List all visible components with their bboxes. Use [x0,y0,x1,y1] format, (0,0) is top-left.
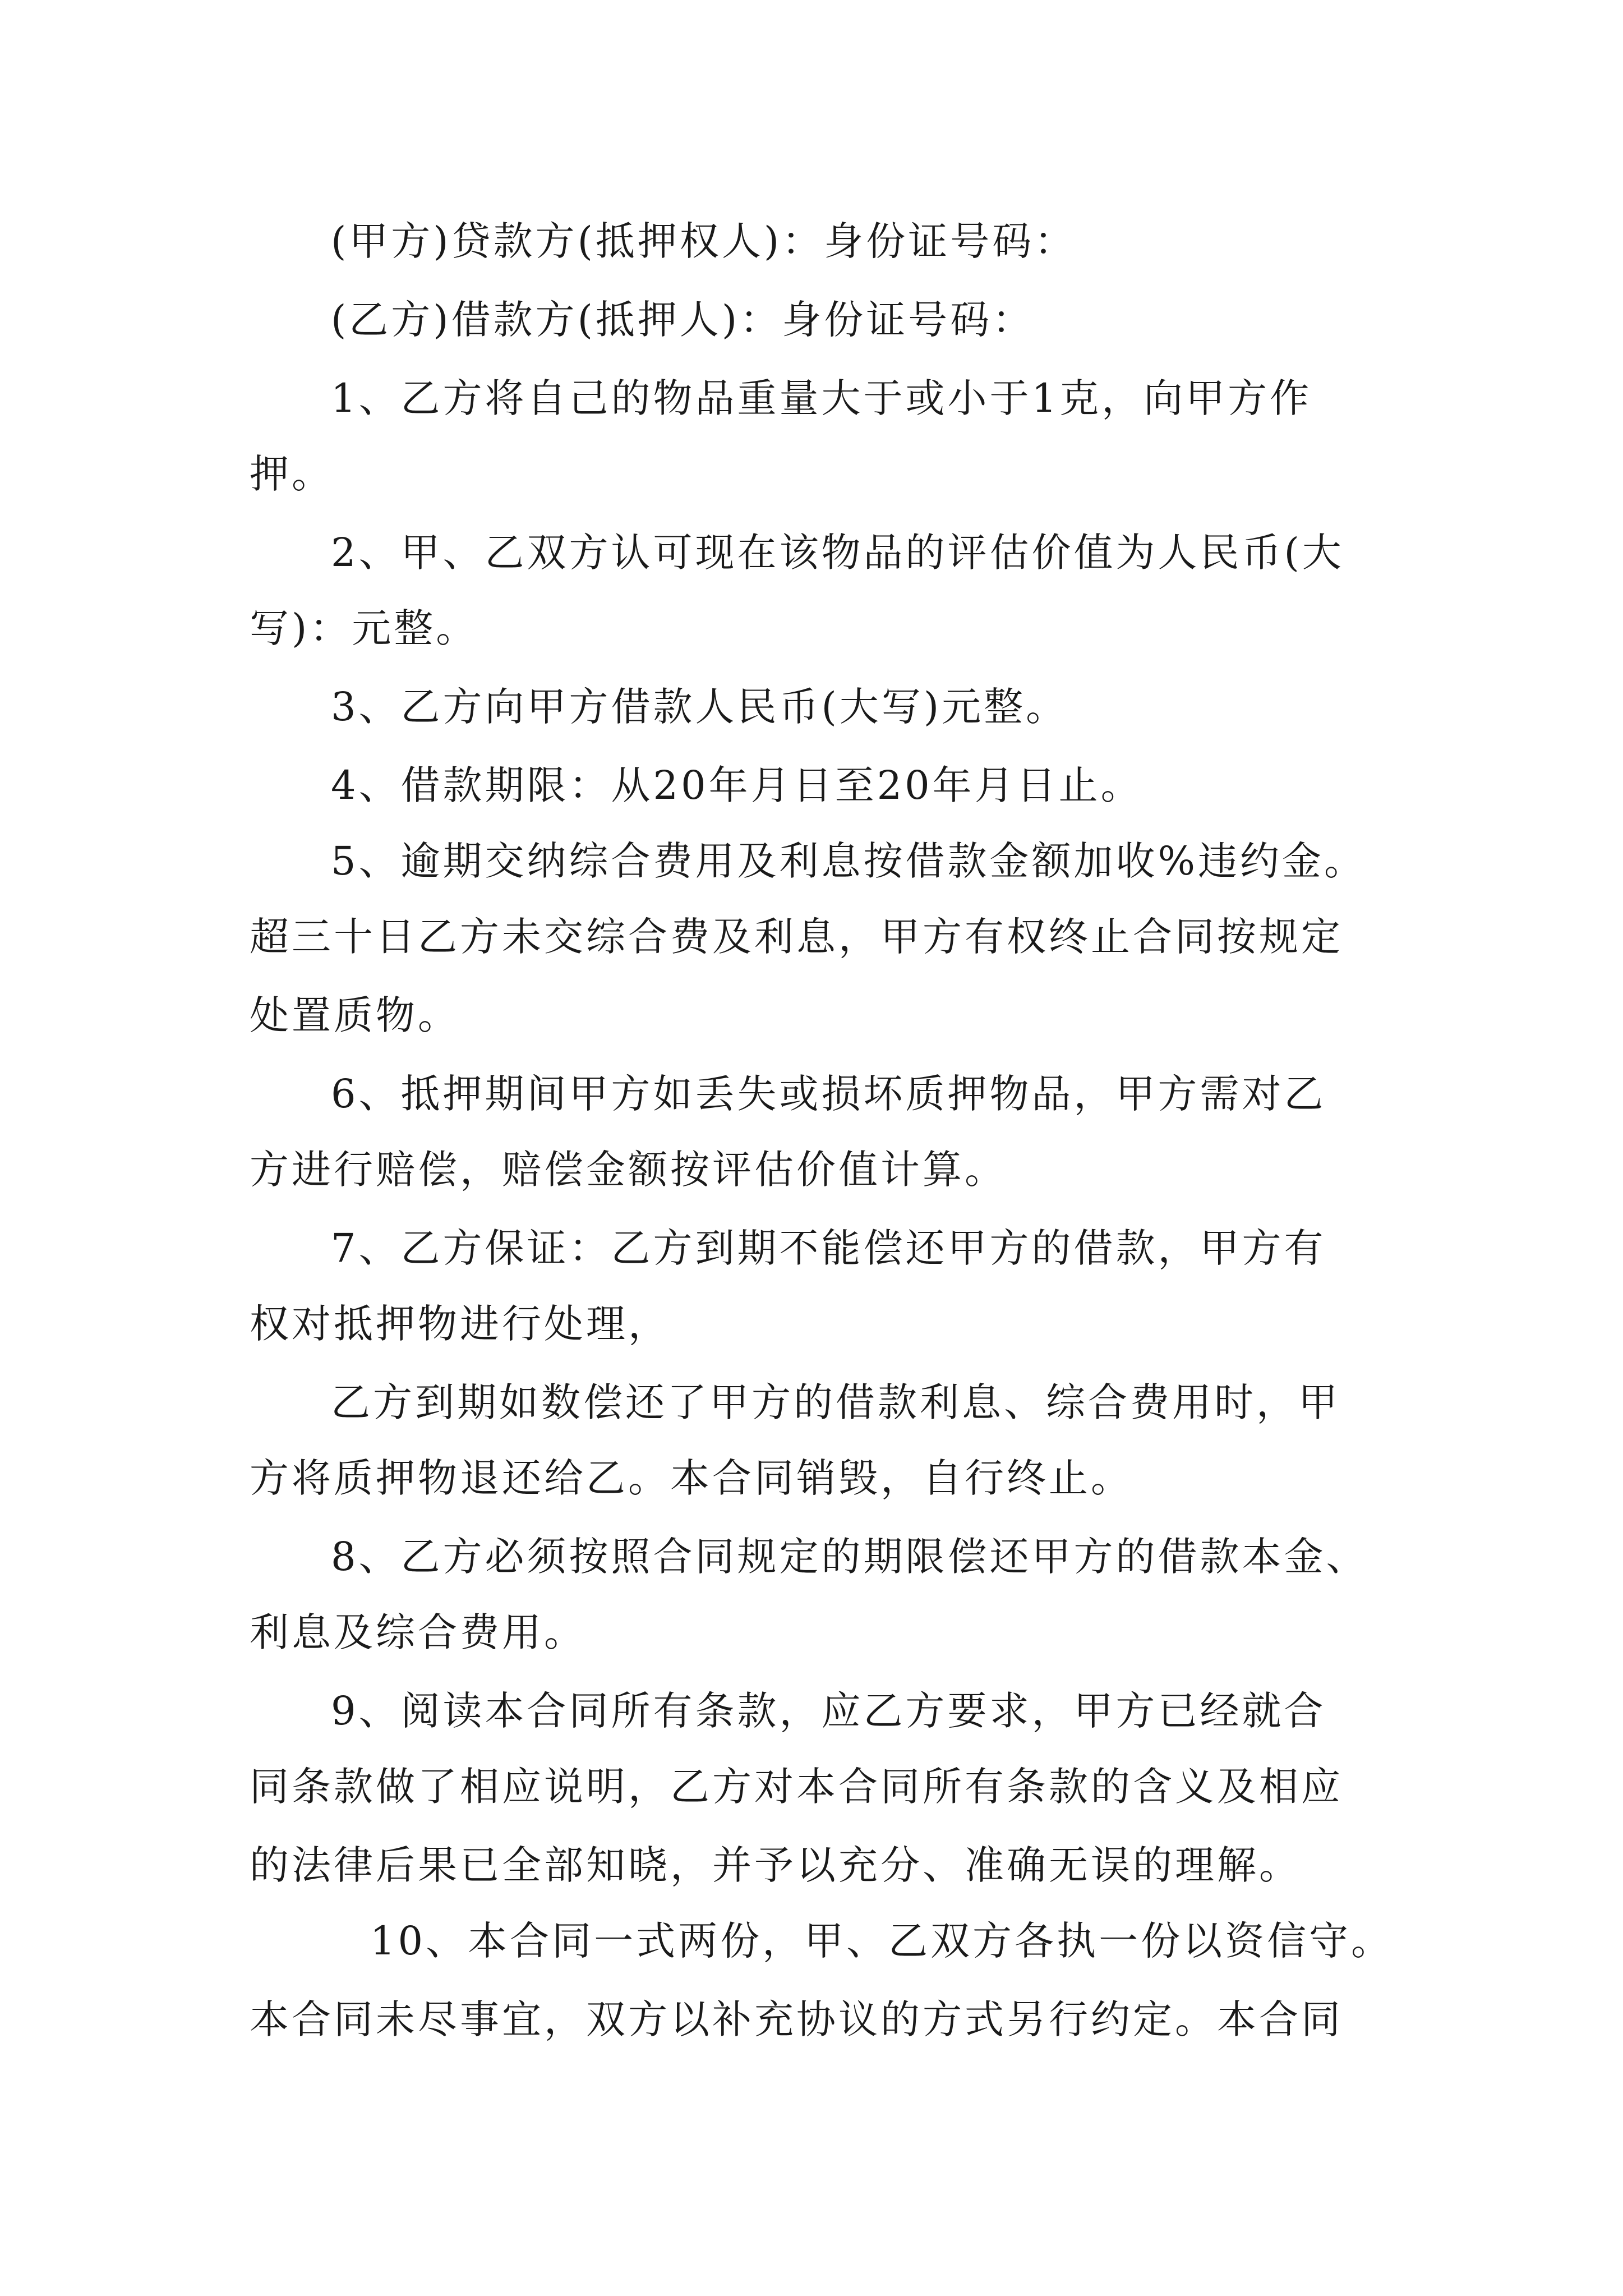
paragraph-line: 乙方到期如数偿还了甲方的借款利息、综合费用时，甲 [331,1379,1340,1425]
paragraph-line: 方进行赔偿，赔偿金额按评估价值计算。 [250,1147,1007,1193]
paragraph-line: 2、甲、乙双方认可现在该物品的评估价值为人民币(大 [331,530,1344,576]
paragraph-line: (乙方)借款方(抵押人)：身份证号码： [331,297,1035,343]
paragraph-line: 本合同未尽事宜，双方以补充协议的方式另行约定。本合同 [250,1996,1343,2042]
paragraph-line: 10、本合同一式两份，甲、乙双方各执一份以资信守。 [370,1918,1394,1964]
paragraph-line: 6、抵押期间甲方如丢失或损坏质押物品，甲方需对乙 [331,1071,1326,1117]
paragraph-line: 写)：元整。 [250,605,478,651]
paragraph-line: 方将质押物退还给乙。本合同销毁，自行终止。 [250,1455,1133,1501]
paragraph-line: 处置质物。 [250,992,460,1038]
paragraph-line: 5、逾期交纳综合费用及利息按借款金额加收%违约金。 [331,838,1367,884]
paragraph-line: 7、乙方保证：乙方到期不能偿还甲方的借款，甲方有 [331,1225,1326,1271]
paragraph-line: 权对抵押物进行处理， [250,1301,670,1347]
paragraph-line: 超三十日乙方未交综合费及利息，甲方有权终止合同按规定 [250,914,1343,960]
paragraph-line: 1、乙方将自己的物品重量大于或小于1克，向甲方作 [331,375,1312,421]
paragraph-line: 3、乙方向甲方借款人民币(大写)元整。 [331,684,1068,730]
paragraph-line: 4、借款期限：从20年月日至20年月日止。 [331,762,1143,808]
paragraph-line: 同条款做了相应说明，乙方对本合同所有条款的含义及相应 [250,1764,1343,1810]
paragraph-line: 的法律后果已全部知晓，并予以充分、准确无误的理解。 [250,1842,1301,1888]
paragraph-line: 9、阅读本合同所有条款，应乙方要求，甲方已经就合 [331,1688,1326,1734]
paragraph-line: 利息及综合费用。 [250,1609,586,1655]
paragraph-line: (甲方)贷款方(抵押权人)：身份证号码： [331,218,1077,264]
paragraph-line: 8、乙方必须按照合同规定的期限偿还甲方的借款本金、 [331,1534,1368,1580]
paragraph-line: 押。 [250,451,334,497]
